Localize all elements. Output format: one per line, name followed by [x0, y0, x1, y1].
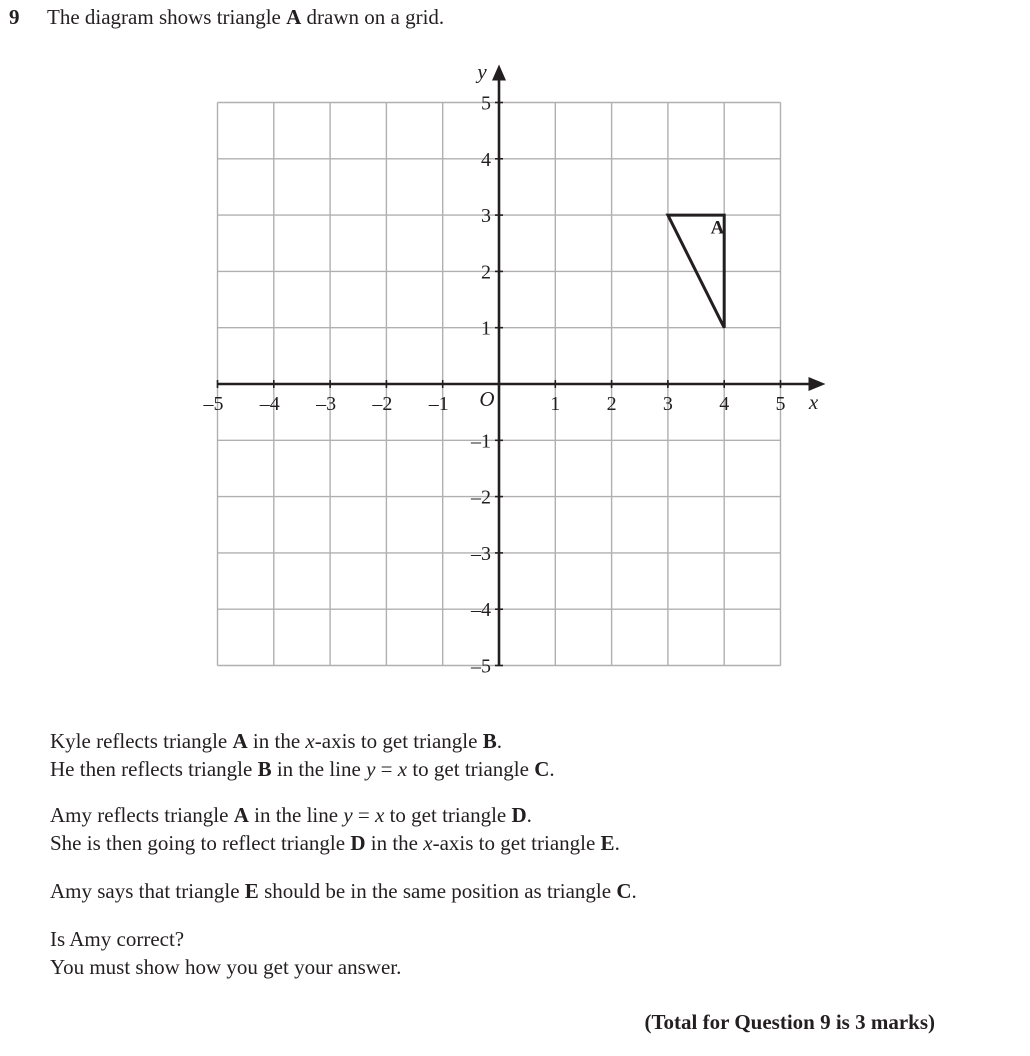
- shape-label: D: [511, 803, 527, 827]
- intro-text-post: drawn on a grid.: [301, 5, 445, 29]
- question-number: 9: [9, 5, 20, 29]
- shape-label: A: [232, 729, 248, 753]
- text-run: Is Amy correct?: [50, 927, 185, 951]
- text-run: to get triangle: [384, 803, 512, 827]
- x-tick-label: 3: [662, 393, 673, 415]
- text-run: .: [631, 879, 637, 903]
- text-run: She is then going to reflect triangle: [50, 831, 351, 855]
- shape-label: E: [600, 831, 615, 855]
- shape-label: A: [233, 803, 249, 827]
- paragraph-kyle: [50, 727, 555, 783]
- text-run: He then reflects triangle: [50, 757, 258, 781]
- variable: x: [375, 803, 385, 827]
- x-tick-label: 1: [550, 393, 561, 415]
- variable: y: [343, 803, 353, 827]
- text-run: Kyle reflects triangle: [50, 729, 233, 753]
- text-line: [50, 877, 637, 905]
- intro-shape-label: A: [286, 5, 302, 29]
- x-tick-label: –4: [259, 393, 280, 415]
- y-tick-label: –5: [471, 655, 491, 678]
- shape-label: C: [616, 879, 632, 903]
- y-axis-arrow: [492, 65, 506, 81]
- text-line: [50, 801, 620, 829]
- y-tick-label: –1: [471, 430, 491, 453]
- variable: x: [423, 831, 433, 855]
- text-line: [50, 953, 401, 981]
- shape-label: C: [534, 757, 550, 781]
- x-tick-label: 5: [775, 393, 786, 415]
- shape-label: B: [257, 757, 272, 781]
- paragraph-question: [50, 925, 401, 981]
- text-run: =: [352, 803, 376, 827]
- text-run: .: [549, 757, 555, 781]
- y-tick-label: 2: [481, 261, 491, 284]
- y-tick-label: –2: [471, 486, 491, 509]
- x-tick-label: 2: [606, 393, 617, 415]
- text-line: [50, 925, 401, 953]
- x-tick-label: –2: [372, 393, 393, 415]
- text-run: in the: [365, 831, 424, 855]
- y-tick-label: 3: [481, 205, 491, 228]
- variable: y: [366, 757, 376, 781]
- y-tick-label: 1: [481, 317, 491, 340]
- text-run: Amy reflects triangle: [50, 803, 234, 827]
- variable: x: [397, 757, 408, 781]
- text-run: in the line: [248, 803, 344, 827]
- text-run: .: [614, 831, 620, 855]
- y-tick-label: 4: [481, 148, 491, 171]
- text-run: -axis to get triangle: [432, 831, 601, 855]
- paragraph-amy-says: [50, 877, 637, 905]
- text-run: Amy says that triangle: [50, 879, 245, 903]
- x-tick-label: –1: [428, 393, 449, 415]
- text-run: .: [526, 803, 532, 827]
- y-axis-label: y: [477, 59, 487, 84]
- y-tick-label: 5: [481, 92, 491, 115]
- x-tick-label: –5: [203, 393, 224, 415]
- text-run: should be in the same position as triangle: [258, 879, 617, 903]
- text-run: =: [375, 757, 398, 781]
- origin-label: O: [479, 387, 495, 411]
- text-run: -axis to get triangle: [314, 729, 483, 753]
- text-run: to get triangle: [407, 757, 535, 781]
- x-axis-label: x: [808, 390, 819, 414]
- shape-label: D: [350, 831, 366, 855]
- x-axis-arrow: [809, 377, 826, 391]
- y-tick-label: –3: [471, 542, 491, 565]
- y-tick-label: –4: [471, 599, 491, 622]
- variable: x: [305, 729, 315, 753]
- shape-label: E: [244, 879, 259, 903]
- text-run: in the line: [271, 757, 367, 781]
- text-line: [50, 829, 620, 857]
- total-marks: (Total for Question 9 is 3 marks): [644, 1010, 935, 1034]
- text-run: .: [496, 729, 502, 753]
- paragraph-amy-reflects: [50, 801, 620, 857]
- x-tick-label: –3: [316, 393, 337, 415]
- triangle-label: A: [710, 217, 725, 239]
- text-line: [50, 755, 555, 783]
- text-run: You must show how you get your answer.: [50, 955, 402, 979]
- x-tick-label: 4: [719, 393, 730, 415]
- text-line: [50, 727, 555, 755]
- intro-text-pre: The diagram shows triangle: [47, 5, 287, 29]
- text-run: in the: [247, 729, 306, 753]
- shape-label: B: [482, 729, 497, 753]
